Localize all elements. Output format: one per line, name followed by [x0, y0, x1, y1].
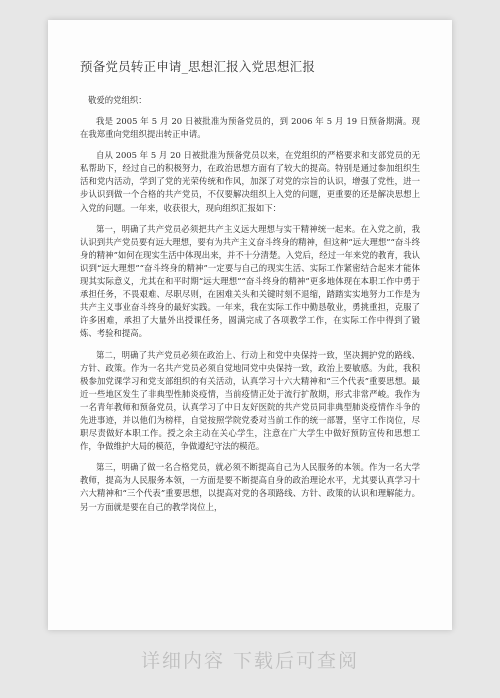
- paragraph-5: 第三，明确了做一名合格党员，就必须不断提高自己为人民服务的本领。作为一名大学教师，提高为人民服务本领，一方面是要不断提高自身的政治理论水平，尤其要认真学习十六大精神和“三个代表”重要思想，以提高对党的各项路线、方针、政策的认识和理解能力。另一方面就是要在自己的教学岗位上，: [80, 462, 420, 512]
- document-title: 预备党员转正申请_思想汇报入党思想汇报: [80, 59, 316, 74]
- salutation: 敬爱的党组织：: [88, 95, 147, 105]
- paragraph-2: 自从 2005 年 5 月 20 日被批准为预备党员以来，在党组织的严格要求和支部党员的无私帮助下，经过自己的积极努力，在政治思想方面有了较大的提高。特别是通过参加组织生活和党内活动，学到了党的光荣传统和作风，加深了对党的宗旨的认识，增强了党性，进一步认识到做一个合格的共产党员，不仅要解决组织上入党的问题，更重要的还是解决思想上入党的问题。一年来，收获很大，现向组织汇报如下：: [80, 150, 420, 213]
- paragraph-3: 第一，明确了共产党员必须把共产主义远大理想与实干精神统一起来。在入党之前，我认识到共产党员要有远大理想，要有为共产主义奋斗终身的精神，但这种“远大理想”“奋斗终身的精神”如何在现实生活中体现出来，并不十分清楚。入党后，经过一年来党的教育，我认识到“远大理想”“奋斗终身的精神”一定要与自己的现实生活、实际工作紧密结合起来才能体现其实际意义，尤其在和平时期“远大理想”“奋斗终身的精神”更多地体现在本职工作中勇于承担任务，不畏艰难、尽职尽则，在困难关头和关键时刻不退缩，踏踏实实地努力工作是为共产主义事业奋斗终身的最好实践。一年来，我在实际工作中勤恳敬业，勇挑重担，克服了许多困难，承担了大量外出授课任务，圆满完成了各项教学工作，在实际工作中得到了锻炼、考验和提高。: [80, 223, 420, 339]
- document-page: [48, 20, 452, 630]
- paragraph-4: 第二，明确了共产党员必须在政治上、行动上和党中央保持一致，坚决拥护党的路线、方针、政策。作为一名共产党员必须自觉地同党中央保持一致，政治上要敏感。为此，我积极参加党课学习和党支部组织的有关活动，认真学习十六大精神和“三个代表”重要思想。最近一些地区发生了非典型性肺炎疫情，当前疫情正处于流行扩散期，形式非常严峻。我作为一名青年教师和预备党员，认真学习了中日友好医院的共产党员同非典型肺炎疫情作斗争的先进事迹，并以他们为榜样，自觉按照学院党委对当前工作的统一部署，坚守工作岗位，尽职尽责做好本职工作。授之余主动在关心学生，注意在广大学生中做好预防宣传和思想工作，争做维护大局的模范，争做遵纪守法的模范。: [80, 349, 420, 452]
- view-more-notice[interactable]: 详细内容 下载后可查阅: [140, 650, 360, 672]
- document-content: [80, 58, 420, 522]
- paragraph-1: 我是 2005 年 5 月 20 日被批准为预备党员的，到 2006 年 5 月 19 日预备期满。现在我郑重向党组织提出转正申请。: [80, 116, 420, 140]
